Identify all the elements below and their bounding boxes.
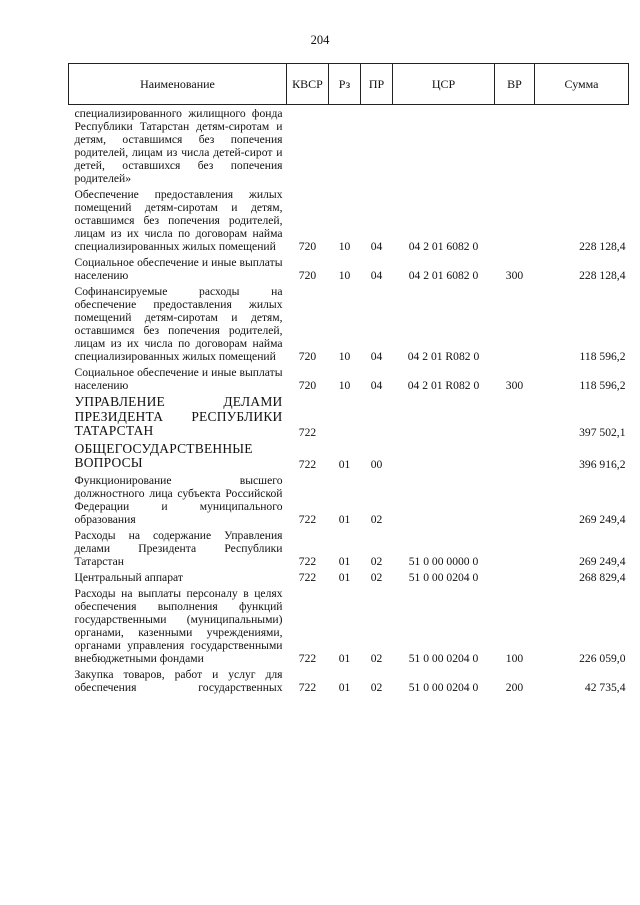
row-pr: 02: [370, 554, 383, 568]
column-header-vr: ВР: [495, 64, 535, 105]
row-vr: [495, 527, 535, 569]
row-kvsr: 722: [298, 512, 317, 526]
row-kvsr: 720: [298, 240, 317, 253]
row-pr: 04: [370, 379, 383, 392]
row-vr: [495, 440, 535, 472]
row-pr: 02: [370, 651, 383, 665]
budget-table: [68, 63, 629, 695]
table-row: [69, 440, 629, 472]
table-row: [69, 472, 629, 527]
row-sum: 228 128,4: [579, 240, 626, 253]
row-vr: 100: [505, 651, 524, 665]
row-kvsr: 722: [298, 570, 317, 584]
row-csr: [393, 440, 495, 472]
row-name: Социальное обеспечение и иные выплаты населению: [74, 366, 283, 392]
table-row: [69, 569, 629, 585]
row-pr: 02: [370, 680, 383, 694]
row-csr: [393, 393, 495, 440]
row-rz: 10: [338, 350, 351, 363]
row-pr: 00: [370, 457, 383, 471]
row-csr: 51 0 00 0204 0: [408, 651, 479, 665]
row-vr: [495, 283, 535, 364]
row-sum: 268 829,4: [579, 570, 626, 584]
row-pr: 04: [370, 269, 383, 282]
row-name: Расходы на содержание Управления делами Президента Республики Татарстан: [74, 528, 283, 568]
row-csr: 51 0 00 0204 0: [408, 570, 479, 584]
row-csr: [393, 105, 495, 187]
row-pr: [361, 105, 393, 187]
row-rz: [329, 393, 361, 440]
row-kvsr: 722: [298, 425, 317, 439]
row-sum: 118 596,2: [579, 350, 626, 363]
row-kvsr: 720: [298, 350, 317, 363]
row-rz: 10: [338, 240, 351, 253]
row-vr: [495, 472, 535, 527]
row-vr: 300: [505, 379, 524, 392]
row-csr: 51 0 00 0000 0: [408, 554, 479, 568]
row-kvsr: 722: [298, 651, 317, 665]
row-kvsr: 722: [298, 680, 317, 694]
row-pr: 04: [370, 240, 383, 253]
row-sum: 226 059,0: [579, 651, 626, 665]
table-row: [69, 186, 629, 254]
row-rz: 01: [338, 651, 351, 665]
row-rz: 01: [338, 457, 351, 471]
table-row: [69, 364, 629, 393]
row-name: специализированного жилищного фонда Республики Татарстан детям-сиротам и детям, оставшимся без попечения родителей, лицам из числа детей-сирот и детей, оставшихся без попечения родителей»: [74, 107, 283, 185]
table-row: [69, 254, 629, 283]
row-sum: 42 735,4: [584, 680, 626, 694]
row-vr: [495, 105, 535, 187]
column-header-pr: ПР: [361, 64, 393, 105]
row-sum: 228 128,4: [579, 269, 626, 282]
row-name: Центральный аппарат: [74, 570, 183, 584]
table-row: [69, 527, 629, 569]
row-name: Обеспечение предоставления жилых помещений детям-сиротам и детям, оставшимся без попечения родителей, лицам из их числа по договорам найма специализированных жилых помещений: [74, 188, 283, 253]
row-sum: 396 916,2: [579, 457, 626, 471]
row-vr: [495, 569, 535, 585]
row-csr: 04 2 01 6082 0: [408, 269, 479, 282]
row-kvsr: 722: [298, 457, 317, 471]
row-sum: 118 596,2: [579, 379, 626, 392]
row-rz: 10: [338, 379, 351, 392]
table-header-row: [69, 64, 629, 105]
row-csr: [393, 472, 495, 527]
row-csr: 04 2 01 R082 0: [407, 379, 480, 392]
row-name: ОБЩЕГОСУДАРСТВЕННЫЕ ВОПРОСЫ: [74, 440, 253, 470]
row-sum: 397 502,1: [579, 425, 626, 439]
row-name: Расходы на выплаты персоналу в целях обеспечения выполнения функций государственными (муниципальными) органами, казенными учреждениями, органами управления государственными внебюджетными фондами: [74, 586, 283, 665]
column-header-rz: Рз: [329, 64, 361, 105]
row-rz: [329, 105, 361, 187]
column-header-name: Наименование: [69, 64, 287, 105]
row-vr: [495, 186, 535, 254]
row-rz: 01: [338, 570, 351, 584]
row-pr: 02: [370, 512, 383, 526]
row-kvsr: [287, 105, 329, 187]
row-rz: 01: [338, 680, 351, 694]
row-name: Софинансируемые расходы на обеспечение предоставления жилых помещений детям-сиротам и детям, оставшимся без попечения родителей, лицам из их числа по договорам найма специализированных жилых помещений: [74, 285, 283, 363]
row-pr: 02: [370, 570, 383, 584]
page-number: 204: [310, 33, 330, 47]
row-vr: [495, 393, 535, 440]
row-kvsr: 722: [298, 554, 317, 568]
row-pr: [361, 393, 393, 440]
table-row: [69, 666, 629, 695]
row-csr: 04 2 01 R082 0: [407, 350, 480, 363]
row-sum: 269 249,4: [579, 512, 626, 526]
row-sum: [535, 105, 629, 187]
row-rz: 01: [338, 554, 351, 568]
row-csr: 04 2 01 6082 0: [408, 240, 479, 253]
row-rz: 10: [338, 269, 351, 282]
row-name: Социальное обеспечение и иные выплаты населению: [74, 256, 283, 282]
row-pr: 04: [370, 350, 383, 363]
row-csr: 51 0 00 0204 0: [408, 680, 479, 694]
row-kvsr: 720: [298, 379, 317, 392]
column-header-kvsr: КВСР: [287, 64, 329, 105]
row-vr: 200: [505, 680, 524, 694]
table-row: [69, 393, 629, 440]
row-name: УПРАВЛЕНИЕ ДЕЛАМИ ПРЕЗИДЕНТА РЕСПУБЛИКИ ТАТАРСТАН: [74, 394, 283, 438]
row-rz: 01: [338, 512, 351, 526]
row-vr: 300: [505, 269, 524, 282]
table-row: [69, 585, 629, 666]
column-header-sum: Сумма: [535, 64, 629, 105]
table-row: [69, 105, 629, 187]
row-name: Функционирование высшего должностного лица субъекта Российской Федерации и муниципального образования: [74, 473, 283, 526]
column-header-csr: ЦСР: [393, 64, 495, 105]
table-row: [69, 283, 629, 364]
row-sum: 269 249,4: [579, 554, 626, 568]
row-name: Закупка товаров, работ и услуг для обеспечения государственных: [74, 667, 283, 694]
row-kvsr: 720: [298, 269, 317, 282]
